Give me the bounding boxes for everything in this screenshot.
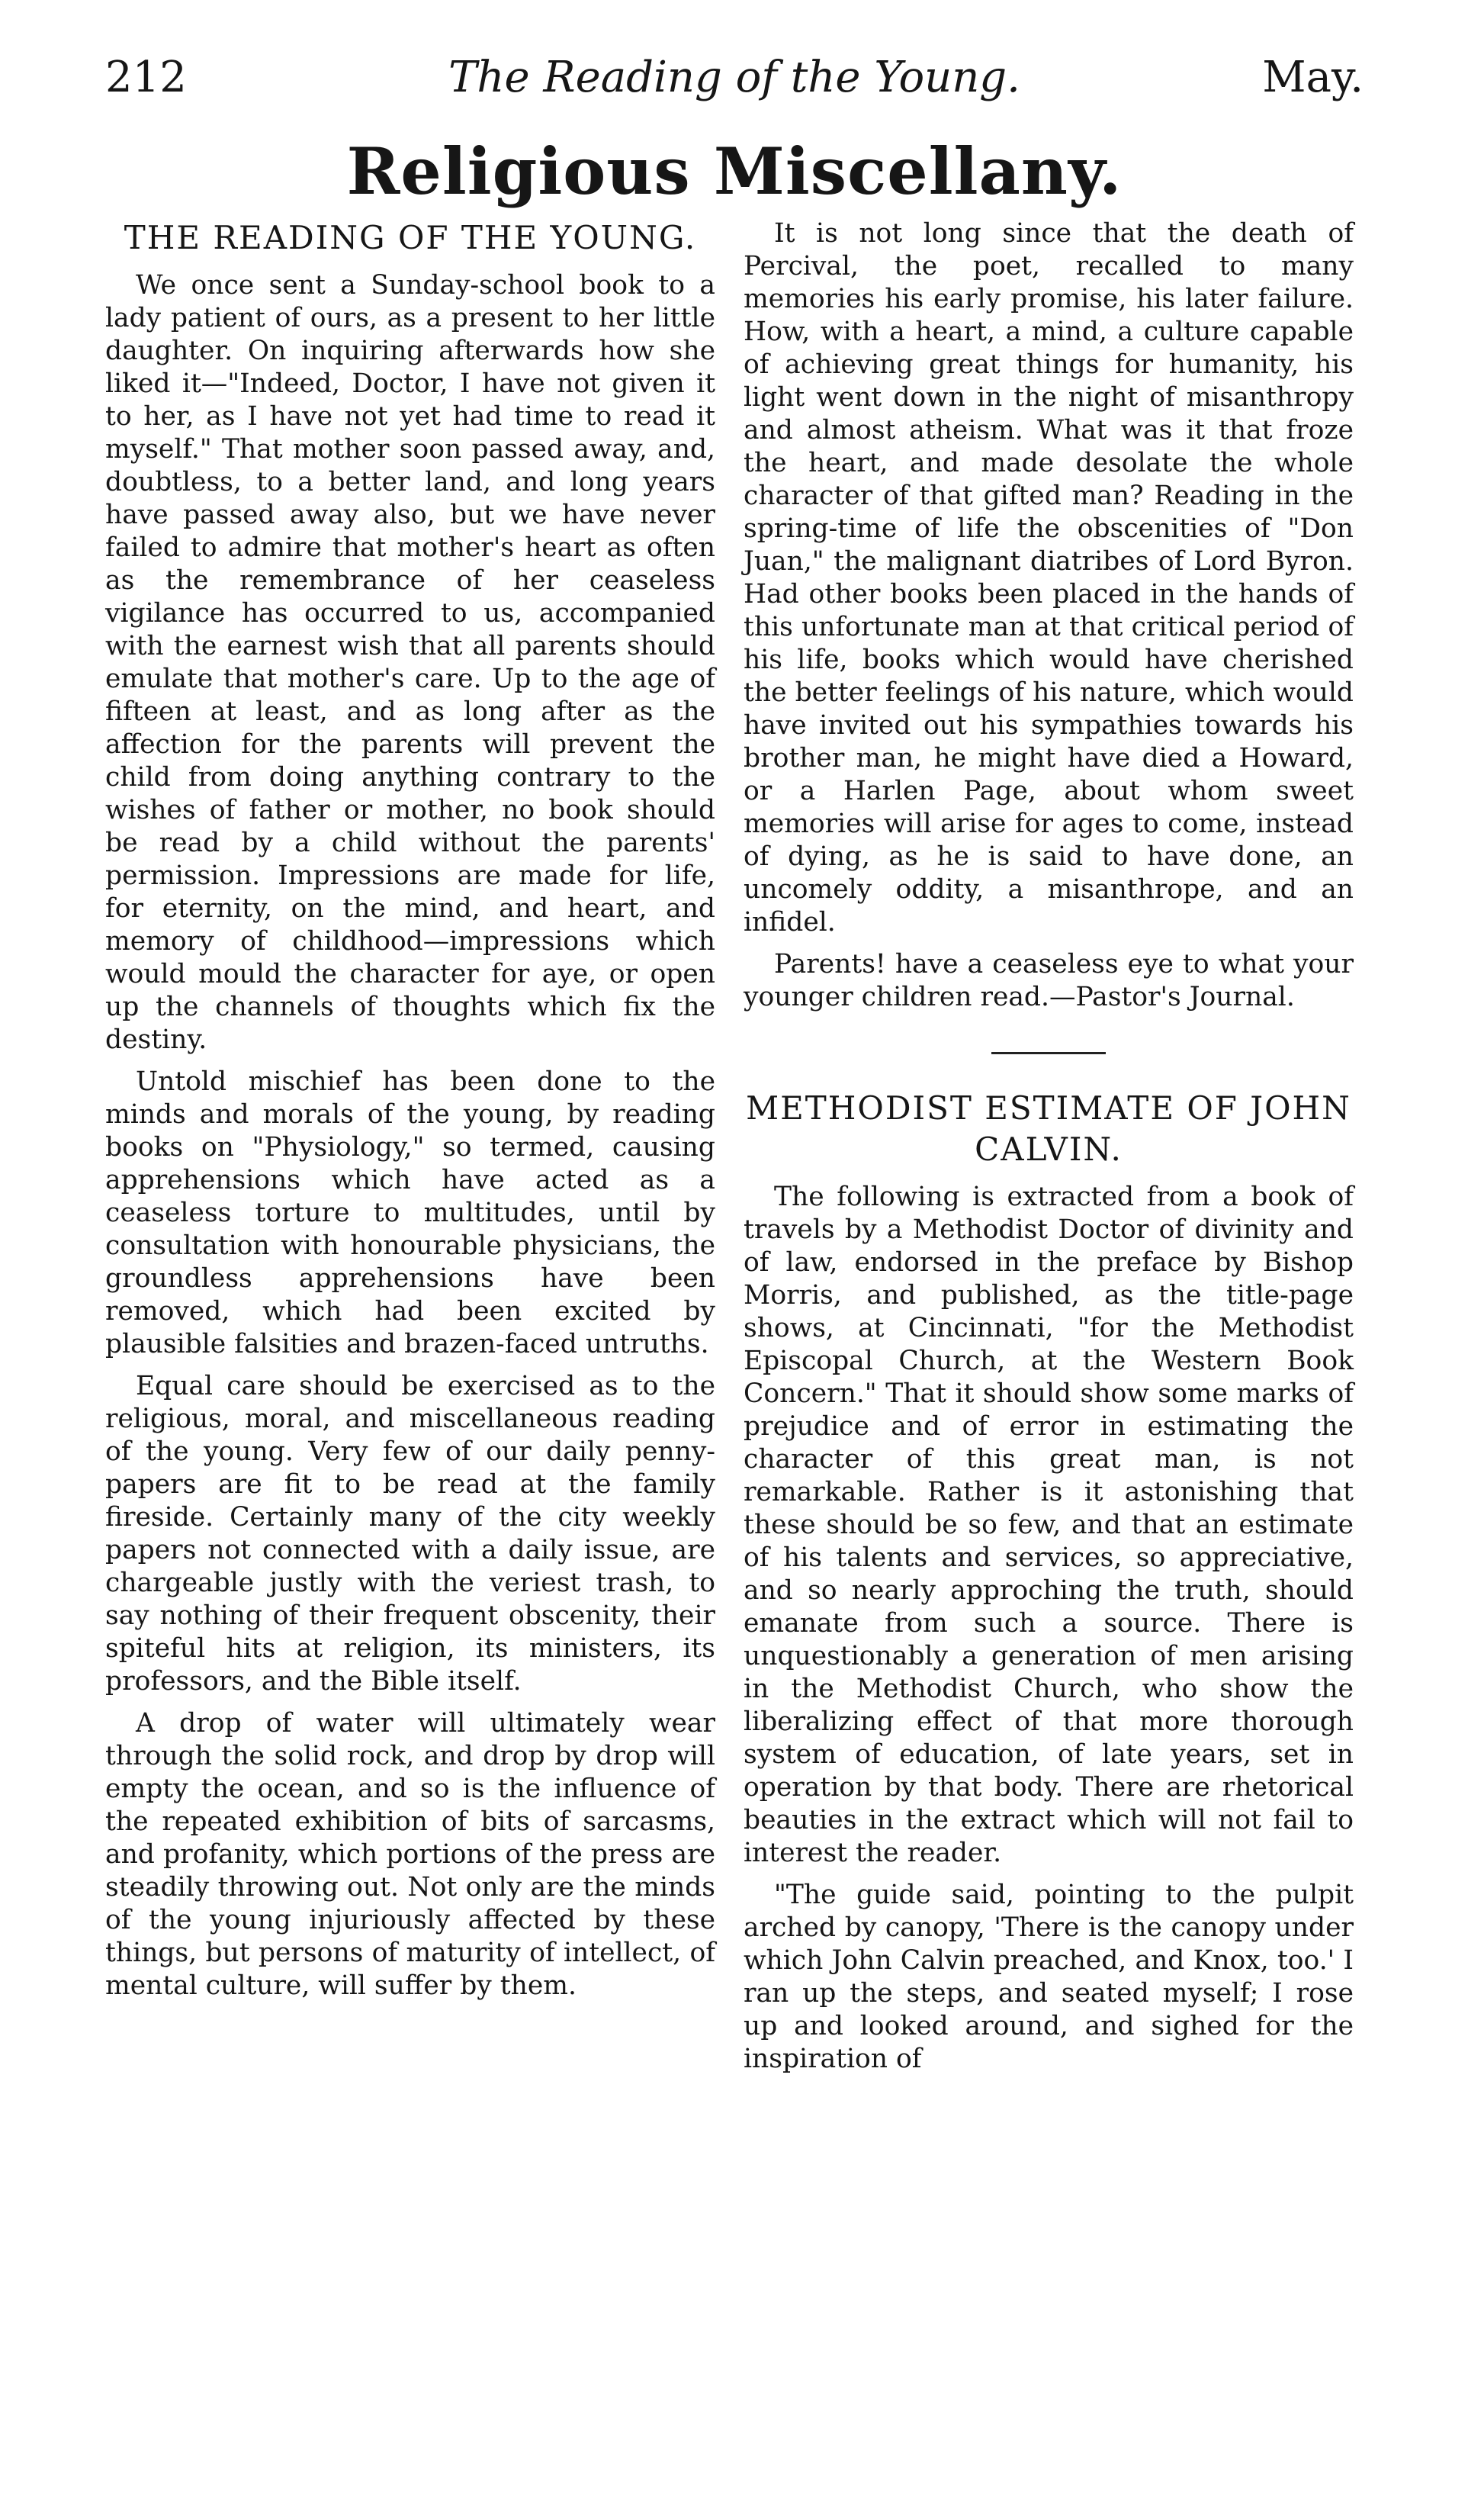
article-paragraph: We once sent a Sunday-school book to a lady patient of ours, as a present to her little daughter. On inquiring afterwards how she liked it—"Indeed, Doctor, I have not given it to her, as I have not yet had time to read it myself." That mother soon passed away, and, doubtless, to a better land, and long years have passed away also, but we have never failed to admire that mother's heart as often as the remembrance of her ceaseless vigilance has occurred to us, accompanied with the earnest wish that all parents should emulate that mother's care. Up to the age of fifteen at least, and as long after as the affection for the parents will prevent the child from doing anything contrary to the wishes of father or mother, no book should be read by a child without the parents' permission. Impressions are made for life, for eternity, on the mind, and heart, and memory of childhood—impressions which would mould the character for aye, or open up the channels of thoughts which fix the destiny. (105, 270, 715, 1055)
left-column (105, 217, 715, 2012)
running-month: May. (1262, 53, 1364, 102)
article-paragraph: It is not long since that the death of Percival, the poet, recalled to many memories his early promise, his later failure. How, with a heart, a mind, a culture capable of achieving great things for humanity, his light went down in the night of misanthropy and almost atheism. What was it that froze the heart, and made desolate the whole character of that gifted man? Reading in the spring-time of life the obscenities of "Don Juan," the malignant diatribes of Lord Byron. Had other books been placed in the hands of this unfortunate man at that critical period of his life, books which would have cherished the better feelings of his nature, which would have invited out his sympathies towards his brother man, he might have died a Howard, or a Harlen Page, about whom sweet memories will arise for ages to come, instead of dying, as he is said to have done, an uncomely oddity, a misanthrope, and an infidel. (744, 218, 1354, 938)
article-title-methodist-estimate: METHODIST ESTIMATE OF JOHN CALVIN. (746, 1089, 1351, 1168)
running-title: The Reading of the Young. (448, 53, 1020, 102)
section-heading: Religious Miscellany. (346, 133, 1123, 209)
article-paragraph: The following is extracted from a book of travels by a Methodist Doctor of divinity and of law, endorsed in the preface by Bishop Morris, and published, as the title-page shows, at Cincinnati, "for the Methodist Episcopal Church, at the Western Book Concern." That it should show some marks of prejudice and of error in estimating the character of this great man, is not remarkable. Rather is it astonishing that these should be so few, and that an estimate of his talents and services, so appreciative, and so nearly approching the truth, should emanate from such a source. There is unquestionably a generation of men arising in the Methodist Church, who show the liberalizing effect of that more thorough system of education, of late years, set in operation by that body. There are rhetorical beauties in the extract which will not fail to interest the reader. (744, 1182, 1354, 1868)
right-column (744, 217, 1354, 2085)
page-number: 212 (105, 53, 187, 102)
article-paragraph: Untold mischief has been done to the minds and morals of the young, by reading books on "Physiology," so termed, causing apprehensions which have acted as a ceaseless torture to multitudes, until by consultation with honourable physicians, the groundless apprehensions have been removed, which had been excited by plausible falsities and brazen-faced untruths. (105, 1066, 715, 1359)
section-divider-rule (991, 1052, 1106, 1054)
article-paragraph: "The guide said, pointing to the pulpit arched by canopy, 'There is the canopy under which John Calvin preached, and Knox, too.' I ran up the steps, and seated myself; I rose up and looked around, and sighed for the inspiration of (744, 1880, 1354, 2074)
article-paragraph: A drop of water will ultimately wear through the solid rock, and drop by drop will empty the ocean, and so is the influence of the repeated exhibition of bits of sarcasms, and profanity, which portions of the press are steadily throwing out. Not only are the minds of the young injuriously affected by these things, but persons of maturity of intellect, of mental culture, will suffer by them. (105, 1708, 715, 2001)
article-paragraph: Parents! have a ceaseless eye to what your younger children read.—Pastor's Journal. (744, 949, 1354, 1012)
article-title-reading-of-young: THE READING OF THE YOUNG. (124, 219, 697, 256)
running-head (105, 47, 1364, 116)
article-paragraph: Equal care should be exercised as to the religious, moral, and miscellaneous reading of the young. Very few of our daily penny-papers are fit to be read at the family fireside. Certainly many of the city weekly papers not connected with a daily issue, are chargeable justly with the veriest trash, to say nothing of their frequent obscenity, their spiteful hits at religion, its ministers, its professors, and the Bible itself. (105, 1371, 715, 1697)
